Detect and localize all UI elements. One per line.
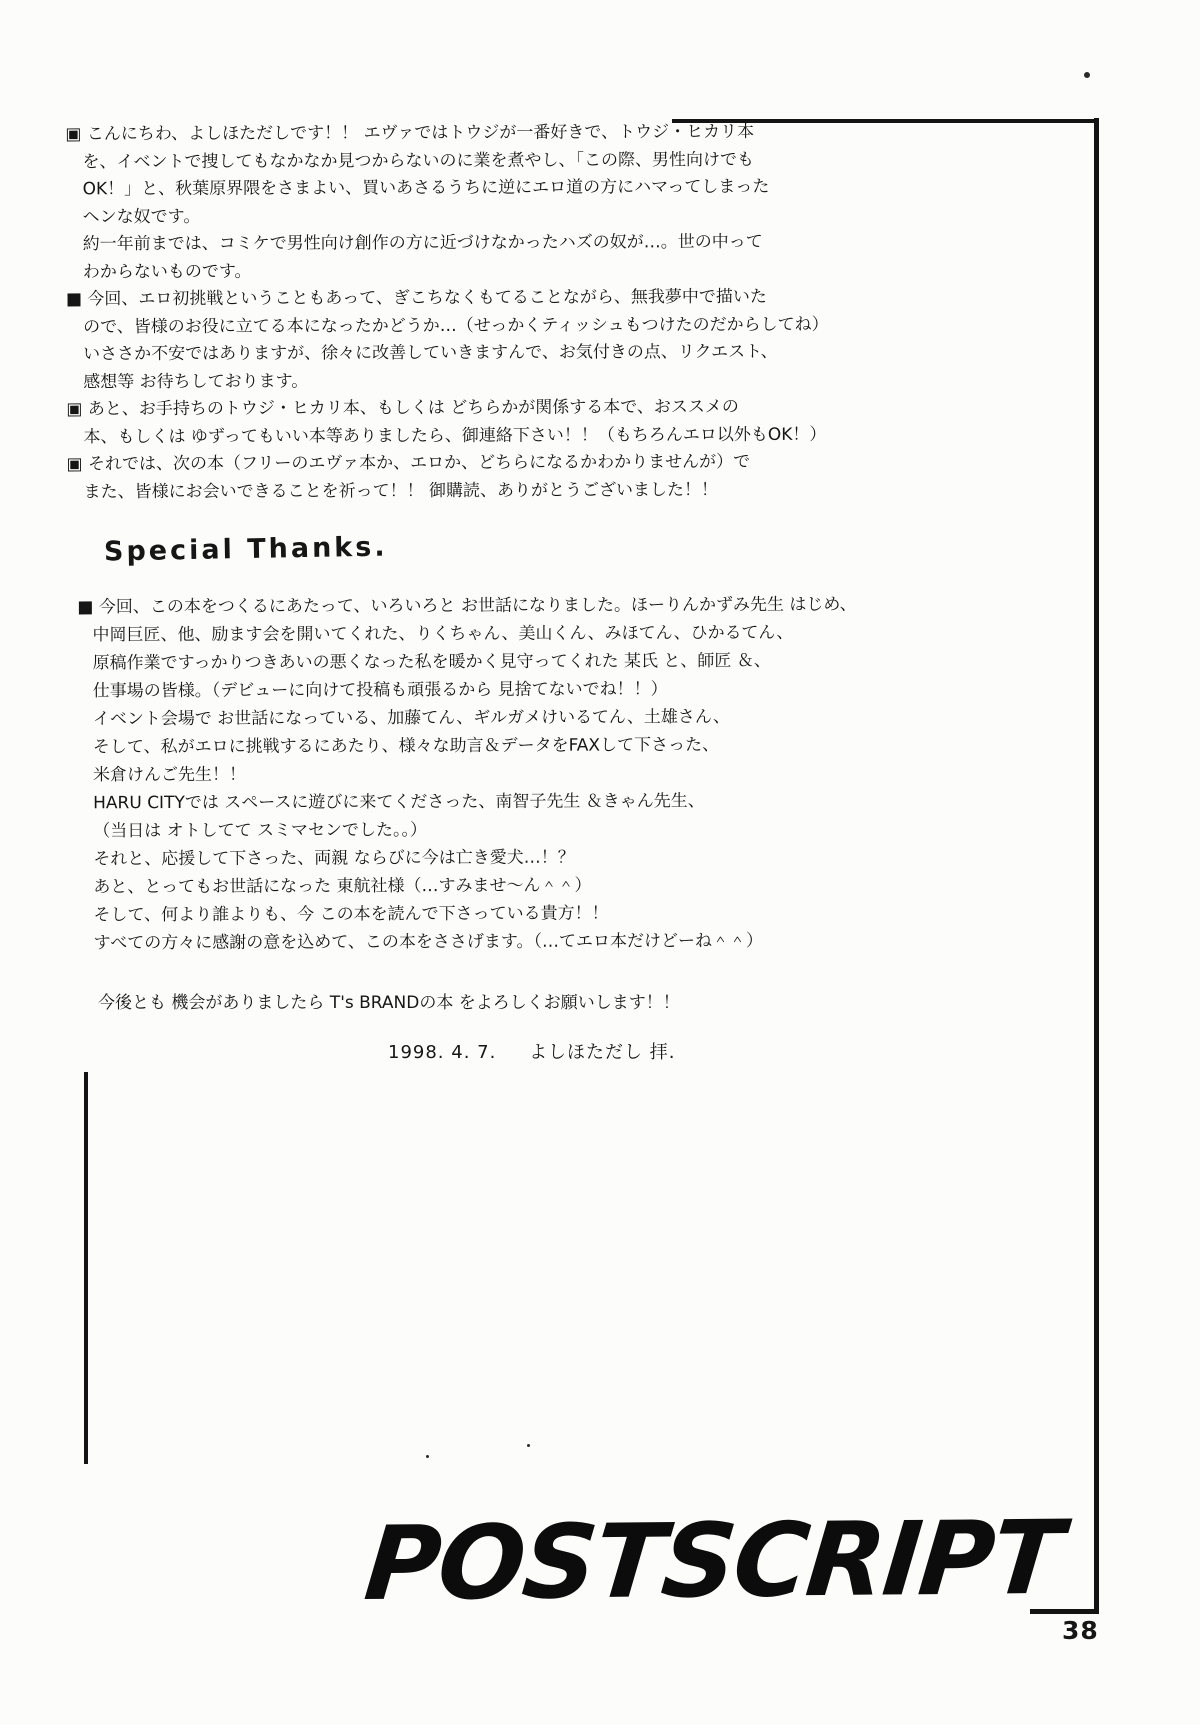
handwritten-line: あと、とってもお世話になった 東航社様（…すみませ〜ん＾＾）	[93, 875, 592, 898]
handwritten-line: それと、応援して下さった、両親 ならびに今は亡き愛犬…！？	[93, 847, 575, 870]
handwritten-line: ので、皆様のお役に立てる本になったかどうか…（せっかくティッシュもつけたのだからしてね）	[83, 314, 829, 337]
handwritten-line: 米倉けんご先生！！	[92, 764, 247, 786]
handwritten-line: ▣ あと、お手持ちのトウジ・ヒカリ本、もしくは どちらかが関係する本で、おススメの	[66, 396, 739, 420]
ink-speck	[527, 1444, 530, 1447]
special-thanks-heading: Special Thanks.	[103, 531, 388, 568]
handwritten-line: すべての方々に感謝の意を込めて、この本をささげます。（…てエロ本だけどーね＾＾）	[93, 930, 764, 954]
ink-speck	[1084, 72, 1090, 78]
date-signature-line	[388, 1038, 702, 1064]
handwritten-line: いささか不安ではありますが、徐々に改善していきますんで、お気付きの点、リクエスト、	[83, 341, 778, 365]
handwritten-line: 仕事場の皆様。（デビューに向けて投稿も頑張るから 見捨てないでね！！）	[92, 679, 668, 702]
handwritten-line: ■ 今回、エロ初挑戦ということもあって、ぎこちなくもてることながら、無我夢中で描いた	[65, 286, 767, 310]
ink-speck	[426, 1455, 429, 1458]
handwritten-line: そして、何より誰よりも、今 この本を読んで下さっている貴方！！	[93, 903, 609, 926]
handwritten-line: を、イベントで捜してもなかなか見つからないのに業を煮やし、「この際、男性向けでも	[82, 149, 755, 172]
handwritten-line: HARU CITYでは スペースに遊びに来てくださった、南智子先生 ＆きゃん先生、	[93, 791, 705, 814]
postscript-title: POSTSCRIPT	[359, 1498, 1066, 1625]
handwritten-line: ■ 今回、この本をつくるにあたって、いろいろと お世話になりました。ほーりんかずみ先生 はじめ、	[77, 594, 857, 618]
handwritten-line: OK！」と、秋葉原界隈をさまよい、買いあさるうちに逆にエロ道の方にハマってしまった	[82, 176, 770, 200]
handwritten-line: ▣ こんにちわ、よしほただしです！！ エヴァではトウジが一番好きで、トウジ・ヒカリ本	[65, 121, 755, 145]
page-number: 38	[1062, 1616, 1099, 1645]
handwritten-line: ヘンな奴です。	[82, 206, 201, 227]
page-frame-left-rule	[84, 1072, 88, 1464]
handwritten-line: そして、私がエロに挑戦するにあたり、様々な助言＆データをFAXして下さった、	[92, 735, 720, 758]
handwritten-line: 本、もしくは ゆずってもいい本等ありましたら、御連絡下さい！！（もちろんエロ以外もOK！）	[83, 424, 827, 447]
closing-request-line: 今後とも 機会がありましたら T's BRANDの本 をよろしくお願いします！！	[98, 993, 680, 1013]
handwritten-line: また、皆様にお会いできることを祈って！！ 御購読、ありがとうございました！！	[83, 479, 719, 502]
handwritten-line: 原稿作業ですっかりつきあいの悪くなった私を暖かく見守ってくれた 某氏 と、師匠 ＆、	[92, 650, 771, 674]
intro-paragraphs	[65, 119, 829, 507]
handwritten-line: 感想等 お待ちしております。	[83, 370, 309, 392]
handwritten-line: （当日は オトしてて スミマセンでした。。）	[93, 820, 428, 842]
handwritten-line: わからないものです。	[82, 261, 252, 282]
handwritten-line: イベント会場で お世話になっている、加藤てん、ギルガメけいるてん、土雄さん、	[92, 707, 730, 730]
page-frame-right-rule	[1094, 118, 1099, 1614]
thanks-paragraphs	[77, 591, 858, 958]
handwritten-line: ▣ それでは、次の本（フリーのエヴァ本か、エロか、どちらになるかわかりませんが）で	[66, 451, 751, 475]
date-text: 1998. 4. 7.	[388, 1042, 497, 1063]
author-signature: よしほただし 拝.	[529, 1042, 676, 1063]
handwritten-line: 約一年前までは、コミケで男性向け創作の方に近づけなかったハズの奴が…。世の中って	[82, 231, 763, 255]
handwritten-line: 中岡巨匠、他、励ます会を開いてくれた、りくちゃん、美山くん、みほてん、ひかるてん、	[92, 622, 794, 646]
